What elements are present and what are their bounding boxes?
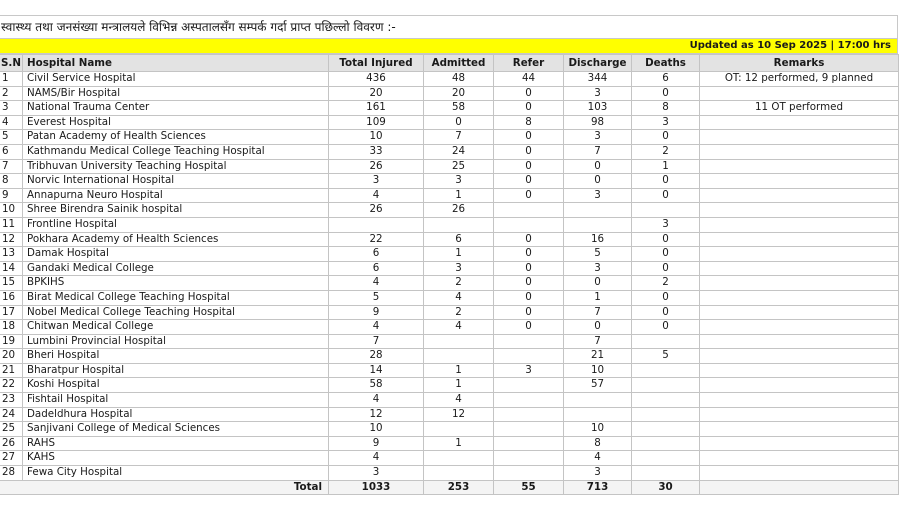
spreadsheet	[0, 15, 898, 495]
cell-admitted: 3	[424, 174, 494, 189]
cell-admitted: 1	[424, 188, 494, 203]
cell-deaths: 5	[632, 349, 700, 364]
cell-deaths	[632, 334, 700, 349]
cell-deaths	[632, 378, 700, 393]
cell-total-injured: 436	[329, 72, 424, 87]
cell-admitted	[424, 217, 494, 232]
header-row	[0, 55, 899, 72]
cell-sn: 12	[0, 232, 23, 247]
cell-total-injured: 109	[329, 115, 424, 130]
cell-total-injured: 28	[329, 349, 424, 364]
cell-refer: 44	[494, 72, 564, 87]
cell-refer: 0	[494, 130, 564, 145]
cell-discharge: 5	[564, 247, 632, 262]
cell-admitted	[424, 451, 494, 466]
total-refer: 55	[494, 480, 564, 495]
cell-sn: 5	[0, 130, 23, 145]
cell-hospital-name: Pokhara Academy of Health Sciences	[23, 232, 329, 247]
cell-remarks	[700, 203, 899, 218]
cell-admitted: 24	[424, 144, 494, 159]
cell-hospital-name: Birat Medical College Teaching Hospital	[23, 290, 329, 305]
cell-refer: 0	[494, 261, 564, 276]
cell-total-injured: 20	[329, 86, 424, 101]
cell-discharge: 1	[564, 290, 632, 305]
cell-sn: 27	[0, 451, 23, 466]
cell-refer: 0	[494, 188, 564, 203]
total-remarks	[700, 480, 899, 495]
cell-deaths: 2	[632, 144, 700, 159]
cell-remarks	[700, 393, 899, 408]
cell-sn: 8	[0, 174, 23, 189]
cell-remarks	[700, 305, 899, 320]
cell-admitted	[424, 422, 494, 437]
cell-total-injured: 22	[329, 232, 424, 247]
cell-sn: 1	[0, 72, 23, 87]
cell-hospital-name: Patan Academy of Health Sciences	[23, 130, 329, 145]
cell-hospital-name: BPKIHS	[23, 276, 329, 291]
cell-total-injured: 10	[329, 130, 424, 145]
cell-remarks	[700, 422, 899, 437]
cell-total-injured: 4	[329, 276, 424, 291]
cell-remarks	[700, 115, 899, 130]
cell-total-injured: 9	[329, 436, 424, 451]
table-row	[0, 436, 899, 451]
table-row	[0, 188, 899, 203]
cell-hospital-name: Lumbini Provincial Hospital	[23, 334, 329, 349]
cell-discharge: 4	[564, 451, 632, 466]
table-row	[0, 305, 899, 320]
cell-admitted: 6	[424, 232, 494, 247]
updated-banner: Updated as 10 Sep 2025 | 17:00 hrs	[0, 39, 898, 54]
cell-admitted: 0	[424, 115, 494, 130]
cell-total-injured: 12	[329, 407, 424, 422]
cell-hospital-name: Bheri Hospital	[23, 349, 329, 364]
total-injured: 1033	[329, 480, 424, 495]
cell-deaths	[632, 393, 700, 408]
cell-hospital-name: Chitwan Medical College	[23, 320, 329, 335]
cell-discharge: 10	[564, 363, 632, 378]
cell-refer: 0	[494, 276, 564, 291]
cell-sn: 19	[0, 334, 23, 349]
cell-refer	[494, 407, 564, 422]
cell-remarks: 11 OT performed	[700, 101, 899, 116]
table-row	[0, 320, 899, 335]
cell-deaths: 3	[632, 217, 700, 232]
cell-total-injured: 14	[329, 363, 424, 378]
cell-remarks	[700, 276, 899, 291]
table-row	[0, 378, 899, 393]
cell-discharge: 16	[564, 232, 632, 247]
cell-deaths: 6	[632, 72, 700, 87]
table-row	[0, 290, 899, 305]
cell-deaths: 0	[632, 261, 700, 276]
cell-admitted: 1	[424, 378, 494, 393]
cell-sn: 13	[0, 247, 23, 262]
cell-admitted	[424, 466, 494, 481]
cell-sn: 20	[0, 349, 23, 364]
cell-remarks	[700, 188, 899, 203]
cell-discharge	[564, 393, 632, 408]
cell-sn: 23	[0, 393, 23, 408]
cell-remarks	[700, 334, 899, 349]
cell-total-injured: 4	[329, 188, 424, 203]
total-deaths: 30	[632, 480, 700, 495]
cell-admitted: 20	[424, 86, 494, 101]
cell-admitted: 48	[424, 72, 494, 87]
cell-total-injured: 4	[329, 320, 424, 335]
cell-remarks	[700, 378, 899, 393]
cell-remarks	[700, 407, 899, 422]
sheet-title: स्वास्थ्य तथा जनसंख्या मन्त्रालयले विभिन्न अस्पतालसँग सम्पर्क गर्दा प्राप्त पछिल्लो विवरण :-	[0, 15, 898, 39]
cell-refer	[494, 436, 564, 451]
cell-discharge: 57	[564, 378, 632, 393]
cell-discharge: 7	[564, 334, 632, 349]
table-row	[0, 174, 899, 189]
header-total-injured: Total Injured	[329, 55, 424, 72]
table-row	[0, 144, 899, 159]
cell-discharge: 0	[564, 174, 632, 189]
cell-deaths: 3	[632, 115, 700, 130]
table-row	[0, 217, 899, 232]
cell-discharge: 7	[564, 144, 632, 159]
cell-remarks	[700, 466, 899, 481]
cell-total-injured: 5	[329, 290, 424, 305]
cell-total-injured: 4	[329, 393, 424, 408]
cell-sn: 3	[0, 101, 23, 116]
cell-refer: 0	[494, 86, 564, 101]
cell-discharge	[564, 203, 632, 218]
cell-total-injured: 6	[329, 261, 424, 276]
cell-deaths: 1	[632, 159, 700, 174]
table-row	[0, 451, 899, 466]
table-row	[0, 422, 899, 437]
table-row	[0, 349, 899, 364]
cell-deaths: 8	[632, 101, 700, 116]
cell-remarks	[700, 217, 899, 232]
cell-deaths: 0	[632, 320, 700, 335]
cell-hospital-name: Norvic International Hospital	[23, 174, 329, 189]
cell-deaths	[632, 407, 700, 422]
cell-refer: 0	[494, 290, 564, 305]
cell-hospital-name: Shree Birendra Sainik hospital	[23, 203, 329, 218]
cell-remarks	[700, 349, 899, 364]
cell-hospital-name: Sanjivani College of Medical Sciences	[23, 422, 329, 437]
table-row	[0, 115, 899, 130]
cell-total-injured: 26	[329, 203, 424, 218]
cell-hospital-name: KAHS	[23, 451, 329, 466]
table-row	[0, 101, 899, 116]
cell-deaths: 0	[632, 247, 700, 262]
cell-admitted: 58	[424, 101, 494, 116]
cell-admitted: 2	[424, 276, 494, 291]
cell-admitted: 7	[424, 130, 494, 145]
table-row	[0, 130, 899, 145]
cell-total-injured: 58	[329, 378, 424, 393]
cell-sn: 17	[0, 305, 23, 320]
cell-discharge: 0	[564, 159, 632, 174]
cell-deaths	[632, 203, 700, 218]
cell-sn: 14	[0, 261, 23, 276]
cell-hospital-name: Gandaki Medical College	[23, 261, 329, 276]
cell-admitted: 1	[424, 436, 494, 451]
cell-remarks	[700, 261, 899, 276]
cell-sn: 18	[0, 320, 23, 335]
table-row	[0, 72, 899, 87]
cell-refer: 0	[494, 247, 564, 262]
cell-total-injured: 3	[329, 174, 424, 189]
cell-hospital-name: Kathmandu Medical College Teaching Hospital	[23, 144, 329, 159]
cell-refer	[494, 393, 564, 408]
cell-hospital-name: Tribhuvan University Teaching Hospital	[23, 159, 329, 174]
cell-hospital-name: NAMS/Bir Hospital	[23, 86, 329, 101]
cell-hospital-name: Damak Hospital	[23, 247, 329, 262]
cell-deaths: 0	[632, 290, 700, 305]
cell-total-injured: 33	[329, 144, 424, 159]
cell-refer: 0	[494, 320, 564, 335]
cell-admitted: 4	[424, 290, 494, 305]
cell-refer: 0	[494, 174, 564, 189]
cell-deaths: 0	[632, 174, 700, 189]
cell-sn: 9	[0, 188, 23, 203]
cell-discharge: 3	[564, 466, 632, 481]
cell-remarks	[700, 451, 899, 466]
cell-hospital-name: National Trauma Center	[23, 101, 329, 116]
cell-discharge: 344	[564, 72, 632, 87]
cell-hospital-name: Everest Hospital	[23, 115, 329, 130]
table-row	[0, 261, 899, 276]
header-admitted: Admitted	[424, 55, 494, 72]
header-remarks: Remarks	[700, 55, 899, 72]
total-admitted: 253	[424, 480, 494, 495]
cell-deaths: 0	[632, 188, 700, 203]
total-label: Total	[0, 480, 329, 495]
cell-hospital-name: Bharatpur Hospital	[23, 363, 329, 378]
cell-sn: 28	[0, 466, 23, 481]
table-row	[0, 466, 899, 481]
cell-sn: 24	[0, 407, 23, 422]
cell-discharge	[564, 217, 632, 232]
header-discharge: Discharge	[564, 55, 632, 72]
cell-hospital-name: Fewa City Hospital	[23, 466, 329, 481]
cell-hospital-name: Dadeldhura Hospital	[23, 407, 329, 422]
cell-deaths	[632, 451, 700, 466]
cell-remarks	[700, 436, 899, 451]
cell-remarks	[700, 320, 899, 335]
cell-refer: 0	[494, 305, 564, 320]
cell-refer	[494, 217, 564, 232]
total-discharge: 713	[564, 480, 632, 495]
cell-hospital-name: Civil Service Hospital	[23, 72, 329, 87]
table-body	[0, 72, 899, 481]
header-sn: S.N	[0, 55, 23, 72]
cell-refer	[494, 203, 564, 218]
cell-discharge: 8	[564, 436, 632, 451]
table-row	[0, 159, 899, 174]
cell-deaths: 0	[632, 86, 700, 101]
cell-total-injured: 161	[329, 101, 424, 116]
cell-discharge: 0	[564, 320, 632, 335]
cell-deaths	[632, 422, 700, 437]
header-refer: Refer	[494, 55, 564, 72]
hospital-table	[0, 54, 899, 495]
cell-total-injured: 7	[329, 334, 424, 349]
cell-remarks	[700, 363, 899, 378]
cell-total-injured: 26	[329, 159, 424, 174]
cell-refer	[494, 422, 564, 437]
cell-sn: 22	[0, 378, 23, 393]
cell-deaths: 2	[632, 276, 700, 291]
cell-discharge: 0	[564, 276, 632, 291]
cell-total-injured: 3	[329, 466, 424, 481]
cell-hospital-name: RAHS	[23, 436, 329, 451]
cell-refer	[494, 349, 564, 364]
cell-sn: 21	[0, 363, 23, 378]
cell-remarks	[700, 86, 899, 101]
cell-refer: 0	[494, 159, 564, 174]
cell-sn: 26	[0, 436, 23, 451]
cell-refer	[494, 466, 564, 481]
cell-refer: 0	[494, 101, 564, 116]
cell-discharge: 3	[564, 130, 632, 145]
cell-sn: 6	[0, 144, 23, 159]
cell-refer: 8	[494, 115, 564, 130]
cell-discharge: 10	[564, 422, 632, 437]
cell-total-injured: 4	[329, 451, 424, 466]
cell-sn: 11	[0, 217, 23, 232]
cell-refer: 3	[494, 363, 564, 378]
cell-admitted: 1	[424, 247, 494, 262]
cell-total-injured	[329, 217, 424, 232]
cell-remarks	[700, 159, 899, 174]
cell-hospital-name: Annapurna Neuro Hospital	[23, 188, 329, 203]
header-deaths: Deaths	[632, 55, 700, 72]
cell-admitted: 12	[424, 407, 494, 422]
cell-deaths: 0	[632, 130, 700, 145]
cell-hospital-name: Fishtail Hospital	[23, 393, 329, 408]
table-row	[0, 407, 899, 422]
table-row	[0, 276, 899, 291]
cell-remarks	[700, 174, 899, 189]
cell-discharge: 7	[564, 305, 632, 320]
table-row	[0, 334, 899, 349]
cell-admitted	[424, 349, 494, 364]
cell-remarks	[700, 144, 899, 159]
cell-discharge: 3	[564, 261, 632, 276]
cell-deaths: 0	[632, 232, 700, 247]
table-row	[0, 203, 899, 218]
cell-discharge: 3	[564, 86, 632, 101]
cell-sn: 16	[0, 290, 23, 305]
cell-admitted: 4	[424, 393, 494, 408]
cell-admitted: 25	[424, 159, 494, 174]
cell-total-injured: 6	[329, 247, 424, 262]
cell-deaths: 0	[632, 305, 700, 320]
header-hospital-name: Hospital Name	[23, 55, 329, 72]
cell-hospital-name: Nobel Medical College Teaching Hospital	[23, 305, 329, 320]
cell-deaths	[632, 436, 700, 451]
table-row	[0, 393, 899, 408]
cell-hospital-name: Frontline Hospital	[23, 217, 329, 232]
total-row	[0, 480, 899, 495]
cell-sn: 15	[0, 276, 23, 291]
cell-sn: 10	[0, 203, 23, 218]
cell-refer: 0	[494, 232, 564, 247]
cell-admitted: 4	[424, 320, 494, 335]
cell-discharge: 21	[564, 349, 632, 364]
cell-deaths	[632, 363, 700, 378]
table-row	[0, 232, 899, 247]
cell-total-injured: 10	[329, 422, 424, 437]
cell-hospital-name: Koshi Hospital	[23, 378, 329, 393]
cell-discharge: 103	[564, 101, 632, 116]
table-row	[0, 363, 899, 378]
cell-remarks	[700, 290, 899, 305]
cell-discharge	[564, 407, 632, 422]
cell-deaths	[632, 466, 700, 481]
cell-total-injured: 9	[329, 305, 424, 320]
cell-sn: 25	[0, 422, 23, 437]
cell-admitted	[424, 334, 494, 349]
cell-sn: 2	[0, 86, 23, 101]
cell-admitted: 3	[424, 261, 494, 276]
cell-refer	[494, 451, 564, 466]
table-row	[0, 247, 899, 262]
cell-remarks: OT: 12 performed, 9 planned	[700, 72, 899, 87]
cell-admitted: 1	[424, 363, 494, 378]
cell-remarks	[700, 247, 899, 262]
cell-admitted: 2	[424, 305, 494, 320]
cell-refer: 0	[494, 144, 564, 159]
cell-remarks	[700, 232, 899, 247]
cell-refer	[494, 378, 564, 393]
cell-sn: 7	[0, 159, 23, 174]
cell-discharge: 98	[564, 115, 632, 130]
cell-sn: 4	[0, 115, 23, 130]
cell-admitted: 26	[424, 203, 494, 218]
cell-remarks	[700, 130, 899, 145]
table-row	[0, 86, 899, 101]
cell-refer	[494, 334, 564, 349]
cell-discharge: 3	[564, 188, 632, 203]
